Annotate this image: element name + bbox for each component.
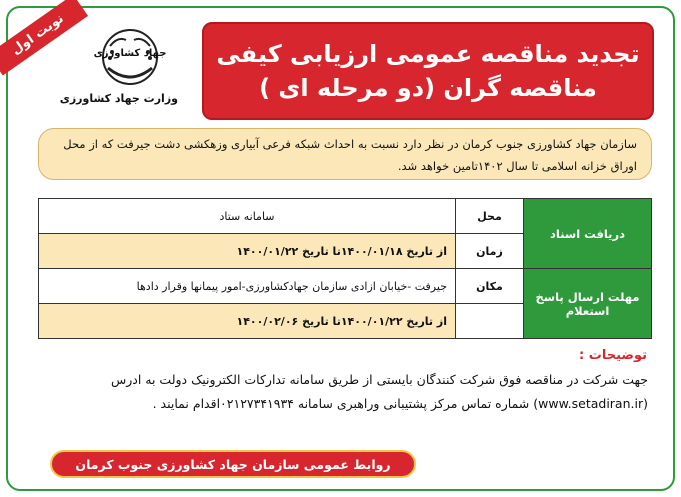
schedule-table <box>38 198 652 339</box>
table-row <box>39 269 652 304</box>
title-line-1: تجدید مناقصه عمومی ارزیابی کیفی <box>216 40 640 68</box>
intro-box: سازمان جهاد کشاورزی جنوب کرمان در نظر دارد نسبت به احداث شبکه فرعی آبیاری وزهکشی دشت جیرفت که از محل اوراق خزانه اسلامی تا سال ۱۴۰۲تامین خواهد شد. <box>38 128 652 180</box>
doc-time-value: از تاریخ ۱۴۰۰/۰۱/۱۸تا تاریخ ۱۴۰۰/۰۱/۲۲ <box>39 234 456 269</box>
notes-line-2: (www.setadiran.ir) شماره تماس مرکز پشتیبانی وراهبری سامانه ۰۲۱۲۷۳۴۱۹۳۴اقدام نمایند . <box>152 396 648 411</box>
doc-section-cell: دریافت اسناد <box>524 199 652 269</box>
table-row <box>39 199 652 234</box>
submit-section-cell: مهلت ارسال پاسخ استعلام <box>524 269 652 339</box>
notes-title: توضیحات : <box>579 348 647 363</box>
place-value: سامانه ستاد <box>39 199 456 234</box>
title-line-2: مناقصه گران (دو مرحله ای ) <box>259 74 597 102</box>
submit-time-value: از تاریخ ۱۴۰۰/۰۱/۲۲تا تاریخ ۱۴۰۰/۰۲/۰۶ <box>39 304 456 339</box>
footer-banner: روابط عمومی سازمان جهاد کشاورزی جنوب کرمان <box>50 450 416 478</box>
submit-time-label <box>456 304 524 339</box>
location-value: جیرفت -خیابان ازادی سازمان جهادکشاورزی-امور پیمانها وقرار دادها <box>39 269 456 304</box>
doc-time-label: زمان <box>456 234 524 269</box>
logo-name: جهاد کشاورزی <box>93 48 167 59</box>
notes-line-1: جهت شرکت در مناقصه فوق شرکت کنندگان بایستی از طریق سامانه تدارکات الکترونیک دولت به ادرس <box>110 372 648 387</box>
logo-caption: وزارت جهاد کشاورزی <box>59 92 178 105</box>
notes-body <box>34 368 648 416</box>
place-label: محل <box>456 199 524 234</box>
location-label: مکان <box>456 269 524 304</box>
edition-ribbon: نوبت اول <box>0 0 88 75</box>
ministry-logo <box>59 26 178 120</box>
title-banner <box>202 22 654 120</box>
wheat-emblem-icon <box>93 26 167 88</box>
